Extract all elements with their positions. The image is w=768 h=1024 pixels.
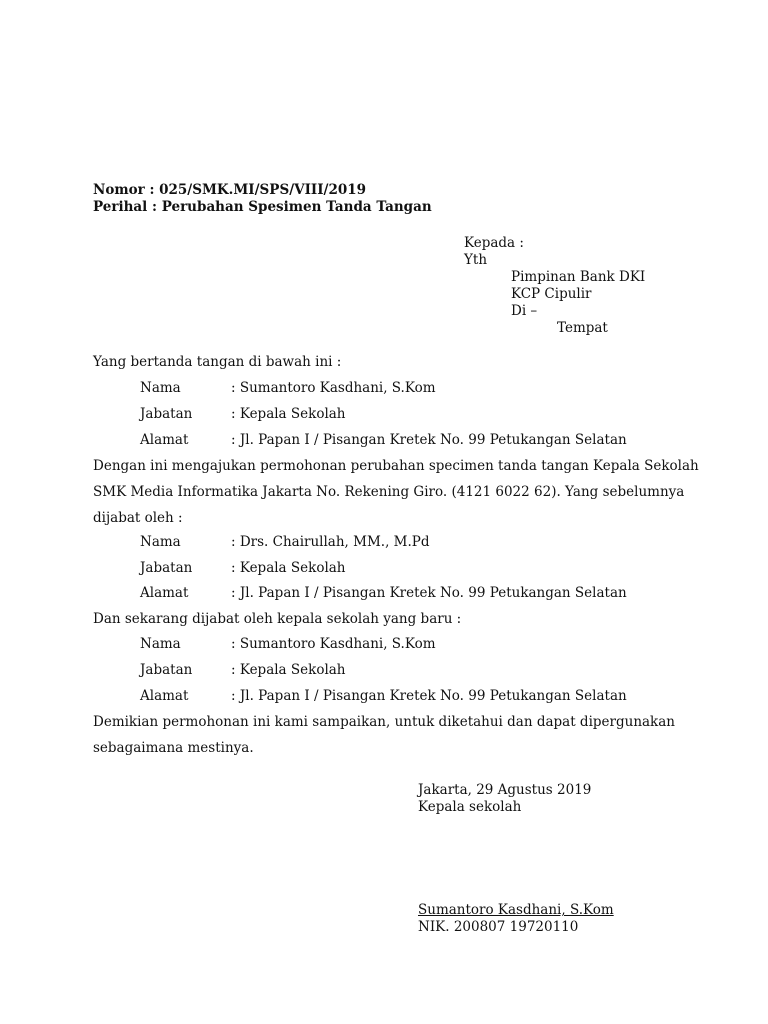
field-label: Jabatan: [140, 560, 193, 576]
paragraph-line: SMK Media Informatika Jakarta No. Rekening Giro. (4121 6022 62). Yang sebelumnya: [93, 484, 685, 500]
recipient-branch: KCP Cipulir: [511, 286, 592, 302]
signer-name: Sumantoro Kasdhani, S.Kom: [418, 902, 614, 918]
field-label: Alamat: [140, 688, 189, 704]
letter-number: Nomor : 025/SMK.MI/SPS/VIII/2019: [93, 182, 367, 198]
place-date: Jakarta, 29 Agustus 2019: [418, 782, 592, 798]
paragraph-line: Dan sekarang dijabat oleh kepala sekolah yang baru :: [93, 611, 462, 627]
field-value: : Sumantoro Kasdhani, S.Kom: [231, 636, 436, 652]
recipient-kepada: Kepada :: [464, 235, 524, 251]
field-label: Jabatan: [140, 662, 193, 678]
field-label: Jabatan: [140, 406, 193, 422]
recipient-bank: Pimpinan Bank DKI: [511, 269, 646, 285]
field-value: : Kepala Sekolah: [231, 662, 346, 678]
paragraph-line: dijabat oleh :: [93, 510, 183, 526]
signer-position: Kepala sekolah: [418, 799, 522, 815]
recipient-yth: Yth: [464, 252, 488, 268]
field-value: : Kepala Sekolah: [231, 406, 346, 422]
paragraph-line: Dengan ini mengajukan permohonan perubahan specimen tanda tangan Kepala Sekolah: [93, 458, 699, 474]
letter-subject: Perihal : Perubahan Spesimen Tanda Tangan: [93, 199, 432, 215]
field-value: : Jl. Papan I / Pisangan Kretek No. 99 Petukangan Selatan: [231, 585, 627, 601]
signer-nik: NIK. 200807 19720110: [418, 919, 579, 935]
field-value: : Drs. Chairullah, MM., M.Pd: [231, 534, 430, 550]
field-value: : Sumantoro Kasdhani, S.Kom: [231, 380, 436, 396]
intro-text: Yang bertanda tangan di bawah ini :: [93, 354, 342, 370]
closing-line: sebagaimana mestinya.: [93, 740, 254, 756]
field-label: Alamat: [140, 432, 189, 448]
field-label: Alamat: [140, 585, 189, 601]
field-value: : Jl. Papan I / Pisangan Kretek No. 99 Petukangan Selatan: [231, 432, 627, 448]
field-label: Nama: [140, 534, 181, 550]
closing-line: Demikian permohonan ini kami sampaikan, untuk diketahui dan dapat dipergunakan: [93, 714, 675, 730]
recipient-di: Di –: [511, 303, 538, 319]
field-value: : Jl. Papan I / Pisangan Kretek No. 99 Petukangan Selatan: [231, 688, 627, 704]
field-value: : Kepala Sekolah: [231, 560, 346, 576]
recipient-tempat: Tempat: [557, 320, 608, 336]
field-label: Nama: [140, 636, 181, 652]
field-label: Nama: [140, 380, 181, 396]
